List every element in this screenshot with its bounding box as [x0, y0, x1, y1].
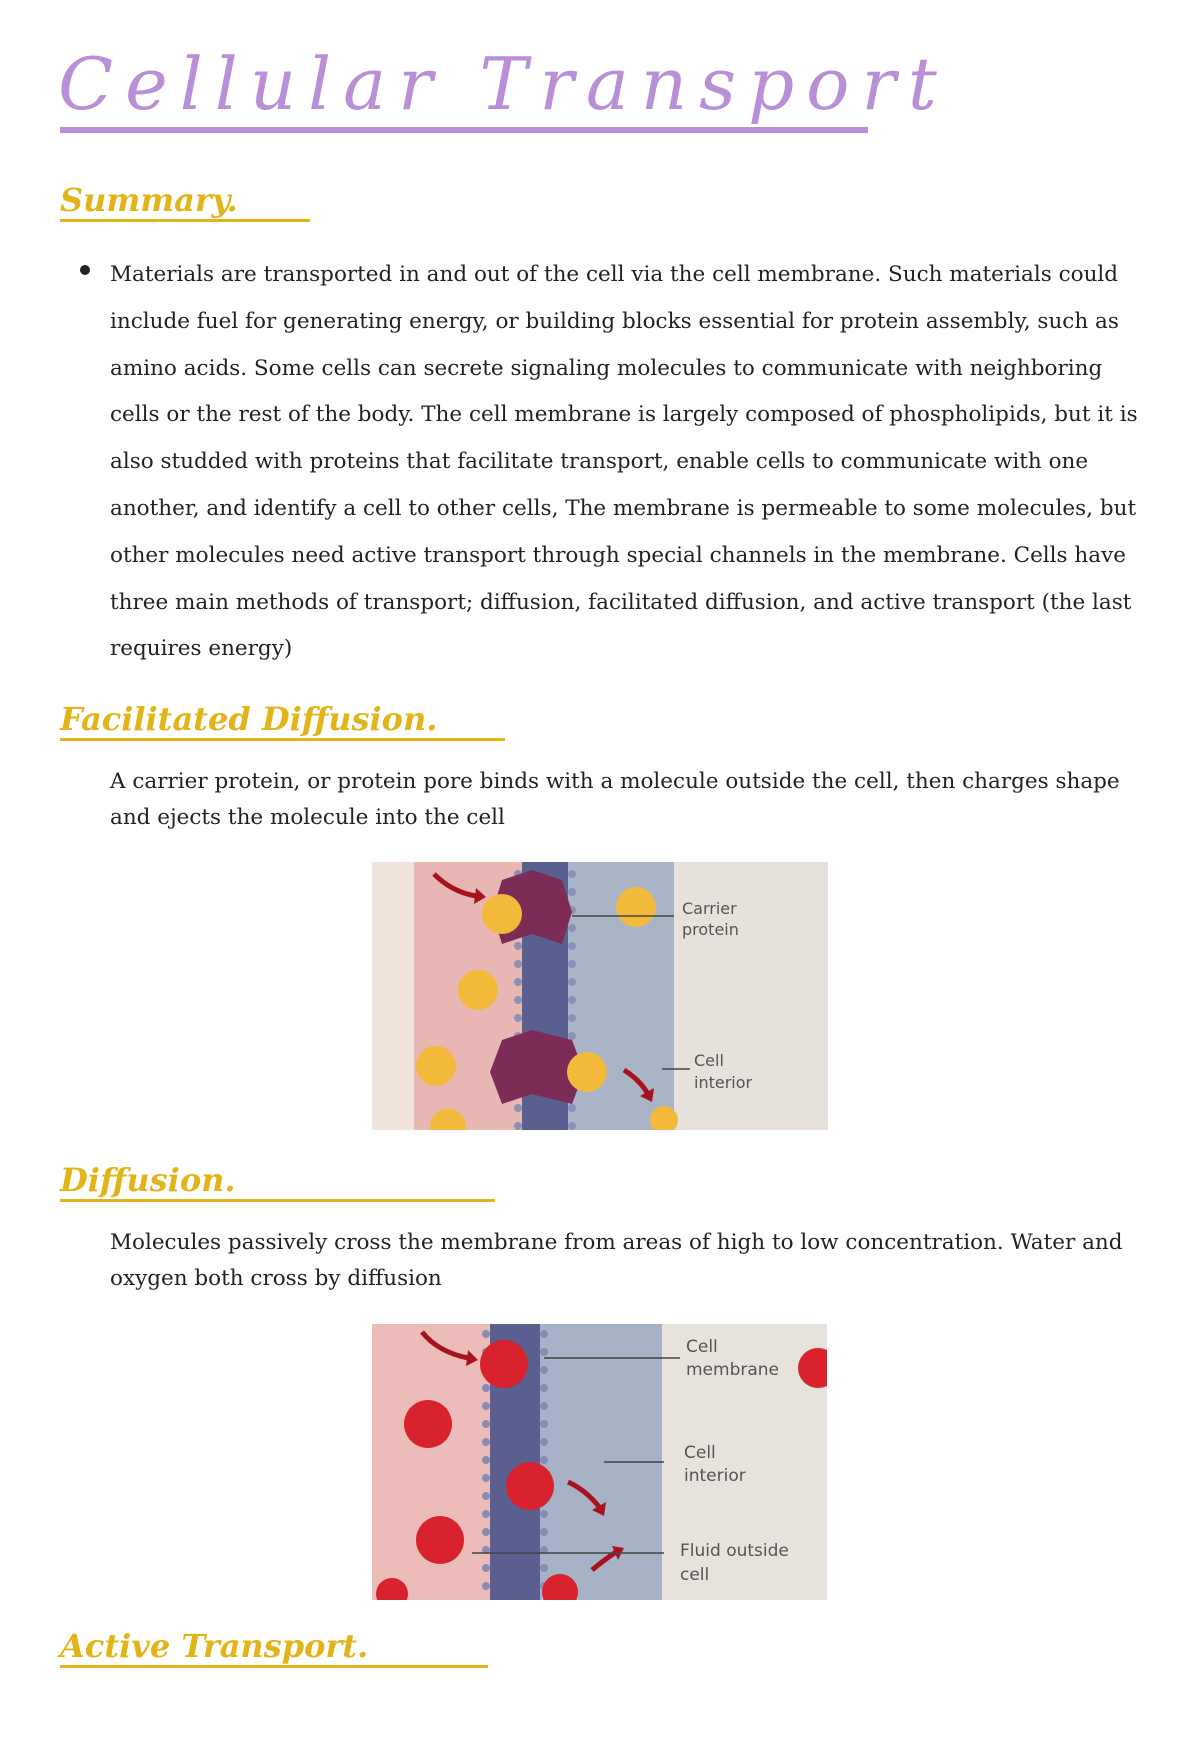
label-fluid-outside-1: Fluid outside — [680, 1541, 789, 1561]
facilitated-diffusion-heading: Facilitated Diffusion. — [60, 703, 505, 741]
diffusion-text: Molecules passively cross the membrane from areas of high to low concentration. Water and oxygen both cross by diffusion — [110, 1230, 1123, 1291]
summary-text: Materials are transported in and out of the cell via the cell membrane. Such materials could include fuel for generating energy, or building blocks essential for protein assembly, such as amino acids. Some cells can secrete signaling molecules to communicate with neighboring cells or the rest of the body. The cell membrane is largely composed of phospholipids, but it is also studded with proteins that facilitate transport, enable cells to communicate with one another, and identify a cell to other cells, The membrane is permeable to some molecules, but other molecules need active transport through special channels in the membrane. Cells have three main methods of transport; diffusion, facilitated diffusion, and active transport (the last requires energy) — [110, 262, 1138, 662]
label-cell-interior-1: Cell — [694, 1051, 724, 1070]
label-carrier-protein-1: Carrier — [682, 899, 737, 918]
bullet-icon — [80, 265, 90, 275]
facilitated-diffusion-figure — [372, 862, 828, 1130]
active-transport-heading: Active Transport. — [60, 1630, 488, 1668]
label-cell-interior-1: Cell — [684, 1443, 716, 1463]
label-cell-membrane-1: Cell — [686, 1337, 718, 1357]
label-carrier-protein-2: protein — [682, 920, 739, 939]
label-cell-membrane-2: membrane — [686, 1360, 780, 1380]
label-fluid-outside-2: cell — [680, 1565, 710, 1585]
label-cell-interior-2: interior — [684, 1466, 746, 1486]
summary-heading: Summary. — [60, 184, 310, 222]
diffusion-heading: Diffusion. — [60, 1164, 495, 1202]
facilitated-diffusion-text: A carrier protein, or protein pore binds with a molecule outside the cell, then charges shape and ejects the molecule into the cell — [110, 769, 1120, 830]
label-cell-interior-2: interior — [694, 1073, 753, 1092]
diffusion-figure — [372, 1324, 827, 1600]
page-title: Cellular Transport — [58, 42, 949, 126]
title-underline — [60, 127, 868, 133]
